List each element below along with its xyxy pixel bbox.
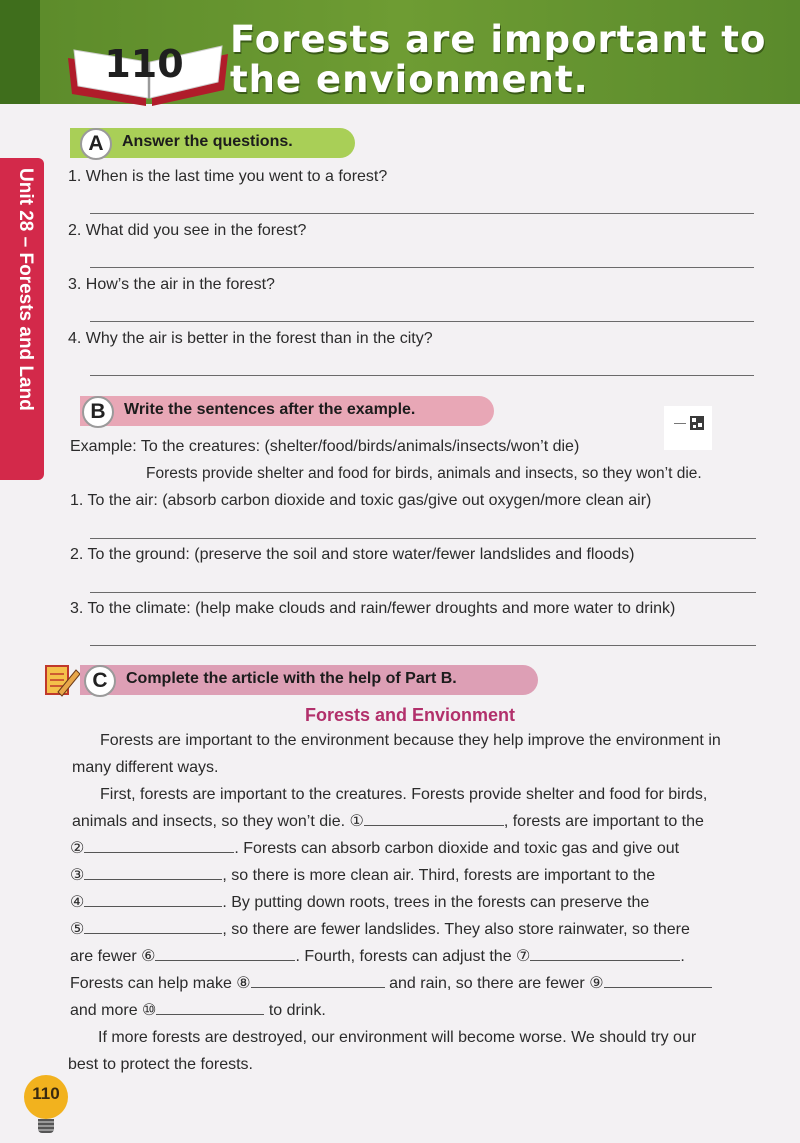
article-p2-line5: [70, 889, 760, 916]
article-text: animals and insects, so they won’t die. ①: [72, 813, 364, 830]
blank-3[interactable]: [84, 864, 222, 880]
article-p2-line2: [72, 808, 762, 835]
section-b-badge: B: [82, 396, 114, 428]
article-p2-line7: [70, 943, 760, 970]
answer-line-3[interactable]: [90, 321, 754, 322]
title-line-2: the envionment.: [230, 58, 589, 101]
article-p2-line9: [70, 997, 760, 1024]
article-text: . By putting down roots, trees in the forests can preserve the: [222, 894, 650, 911]
article-p2-line6: [70, 916, 760, 943]
answer-line-2[interactable]: [90, 267, 754, 268]
lesson-number: 110: [104, 42, 184, 86]
blank-4[interactable]: [84, 891, 222, 907]
article-text: , so there are fewer landslides. They also store rainwater, so there: [222, 921, 690, 938]
article-p2-line4: [70, 862, 760, 889]
article-p2-line1: First, forests are important to the creatures. Forests provide shelter and food for birds,: [100, 786, 708, 803]
blank-7[interactable]: [530, 945, 680, 961]
article-p1-line2: many different ways.: [72, 759, 219, 776]
answer-line-1[interactable]: [90, 213, 754, 214]
blank-10[interactable]: [156, 999, 264, 1015]
article-p2-line8: [70, 970, 760, 997]
article-text: . Forests can absorb carbon dioxide and toxic gas and give out: [234, 840, 680, 857]
section-a-label: Answer the questions.: [122, 133, 293, 150]
article-text: to drink.: [268, 1002, 326, 1019]
article-text: .: [680, 948, 685, 965]
article-text: ④: [70, 894, 85, 911]
b-item-2: 2. To the ground: (preserve the soil and store water/fewer landslides and floods): [70, 546, 635, 563]
page-title: [230, 20, 790, 100]
article-p3-line1: If more forests are destroyed, our environment will become worse. We should try our: [98, 1029, 697, 1046]
section-a-badge: A: [80, 128, 112, 160]
section-c-label: Complete the article with the help of Part B.: [126, 670, 457, 687]
article-text: and more ⑩: [70, 1002, 157, 1019]
page-number: 110: [32, 1084, 60, 1103]
question-1: 1. When is the last time you went to a forest?: [68, 168, 388, 185]
article-text: Forests can help make ⑧: [70, 975, 251, 992]
article-text: ②: [70, 840, 85, 857]
b-item-1: 1. To the air: (absorb carbon dioxide and toxic gas/give out oxygen/more clean air): [70, 492, 652, 509]
blank-5[interactable]: [84, 918, 222, 934]
b-answer-line-1[interactable]: [90, 538, 756, 539]
article-text: . Fourth, forests can adjust the ⑦: [295, 948, 531, 965]
lightbulb-base: [38, 1119, 54, 1133]
article-title: Forests and Envionment: [304, 705, 516, 725]
unit-side-label: Unit 28 – Forests and Land: [15, 168, 36, 411]
blank-2[interactable]: [84, 837, 234, 853]
article-p2-line3: [70, 835, 760, 862]
article-text: ③: [70, 867, 85, 884]
blank-1[interactable]: [364, 810, 504, 826]
question-2: 2. What did you see in the forest?: [68, 222, 307, 239]
article-p3-line2: best to protect the forests.: [68, 1056, 253, 1073]
example-prompt: Example: To the creatures: (shelter/food/birds/animals/insects/won’t die): [70, 438, 580, 455]
b-answer-line-2[interactable]: [90, 592, 756, 593]
blank-8[interactable]: [251, 972, 385, 988]
answer-line-4[interactable]: [90, 375, 754, 376]
title-line-1: Forests are important to: [230, 18, 767, 61]
example-answer: Forests provide shelter and food for birds, animals and insects, so they won’t die.: [146, 465, 702, 482]
b-answer-line-3[interactable]: [90, 645, 756, 646]
article-text: and rain, so there are fewer ⑨: [389, 975, 604, 992]
qr-code-icon: [664, 406, 712, 450]
question-3: 3. How’s the air in the forest?: [68, 276, 275, 293]
article-text: , forests are important to the: [503, 813, 704, 830]
article-text: ⑤: [70, 921, 85, 938]
pencil-notepad-icon: [44, 662, 82, 698]
article-p1-line1: Forests are important to the environment because they help improve the environment in: [100, 732, 721, 749]
article-text: , so there is more clean air. Third, forests are important to the: [222, 867, 656, 884]
header-fold: [0, 0, 40, 104]
article-text: are fewer ⑥: [70, 948, 156, 965]
section-c-badge: C: [84, 665, 116, 697]
blank-6[interactable]: [155, 945, 295, 961]
section-b-label: Write the sentences after the example.: [124, 401, 416, 418]
b-item-3: 3. To the climate: (help make clouds and rain/fewer droughts and more water to drink): [70, 600, 676, 617]
question-4: 4. Why the air is better in the forest than in the city?: [68, 330, 433, 347]
blank-9[interactable]: [604, 972, 712, 988]
